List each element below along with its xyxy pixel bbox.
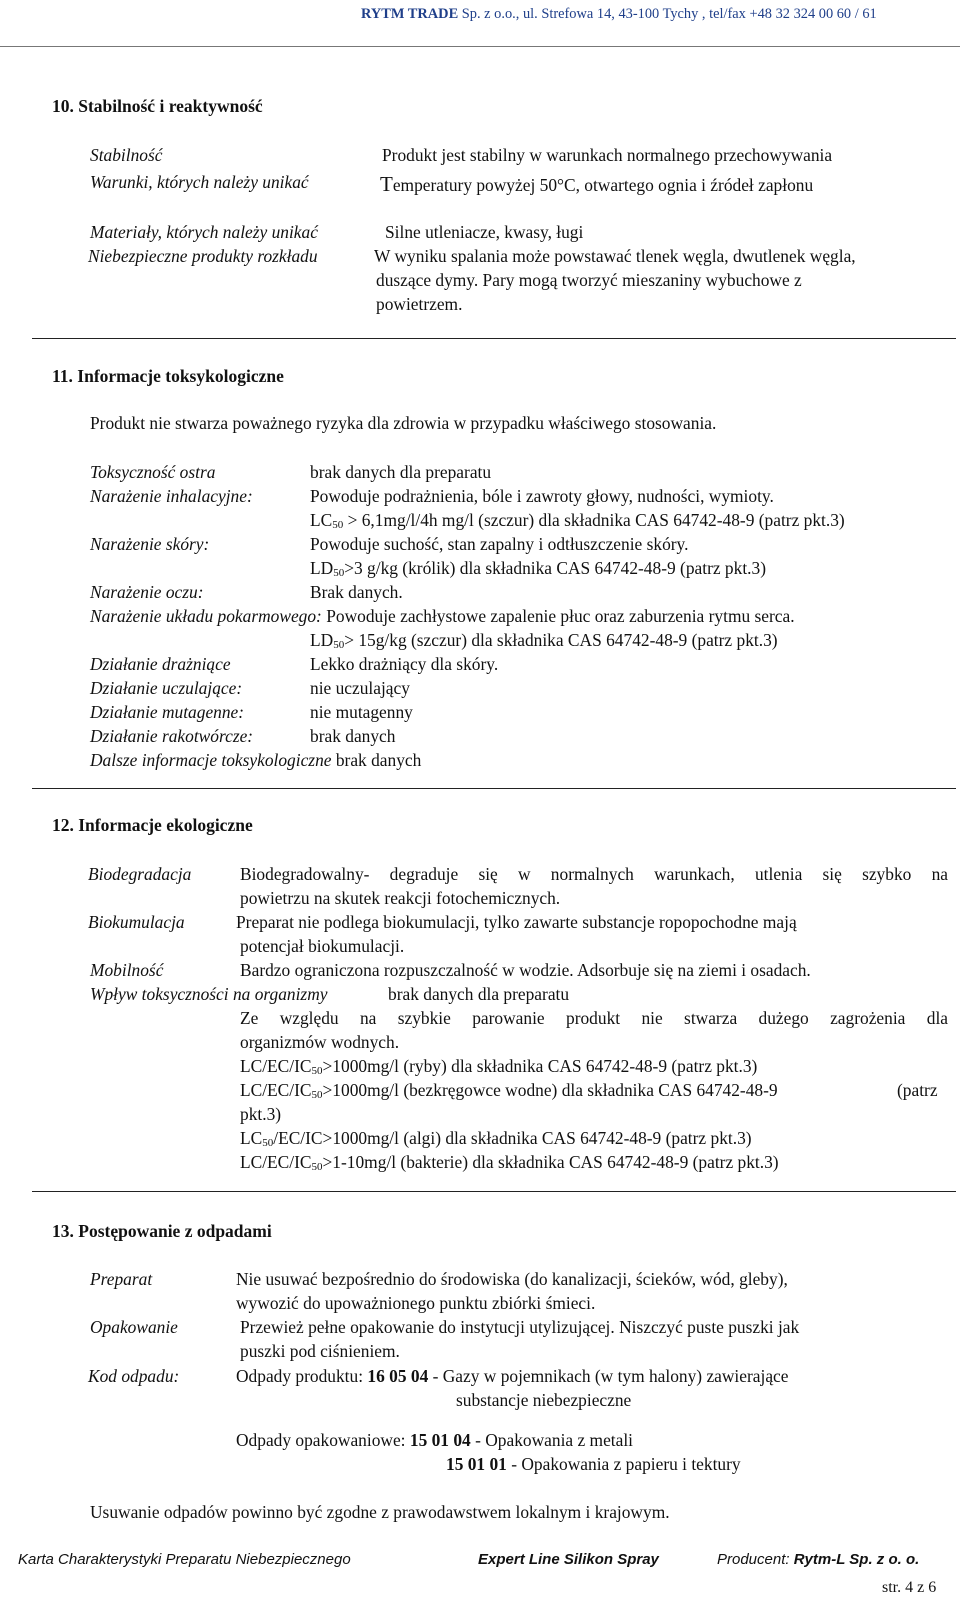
skin-label: Narażenie skóry: xyxy=(90,534,210,554)
header-company: RYTM TRADE xyxy=(361,6,459,22)
further-tox-label: Dalsze informacje toksykologiczne xyxy=(90,750,332,770)
preparation-label: Preparat xyxy=(90,1269,153,1289)
skin-ld50 xyxy=(310,558,766,579)
header-divider xyxy=(0,46,960,47)
sensitizing-value: nie uczulający xyxy=(310,678,410,698)
skin-value: Powoduje suchość, stan zapalny i odtłuszczenie skóry. xyxy=(310,534,689,554)
carcinogenic-label: Działanie rakotwórcze: xyxy=(90,726,254,746)
section-12-title: 12. Informacje ekologiczne xyxy=(52,815,253,835)
packaging-line-2: puszki pod ciśnieniem. xyxy=(240,1341,400,1361)
waste-disposal-note: Usuwanie odpadów powinno być zgodne z prawodawstwem lokalnym i krajowym. xyxy=(90,1502,670,1522)
footer-producer-label: Producent: xyxy=(717,1551,794,1568)
inhalation-value: Powoduje podrażnienia, bóle i zawroty głowy, nudności, wymioty. xyxy=(310,486,774,506)
toxicity-impact-value: brak danych dla preparatu xyxy=(388,984,570,1004)
bioaccumulation-label: Biokumulacja xyxy=(88,912,185,932)
tox-intro: Produkt nie stwarza poważnego ryzyka dla zdrowia w przypadku właściwego stosowania. xyxy=(90,413,717,433)
toxicity-impact-line-2: organizmów wodnych. xyxy=(240,1032,400,1052)
materialy-label: Materiały, których należy unikać xyxy=(90,222,318,242)
eco-lc50-bacteria-sub: 50 xyxy=(311,1161,323,1173)
section-divider xyxy=(32,1191,956,1192)
niebezpieczne-line-3: powietrzem. xyxy=(376,294,463,314)
warunki-label: Warunki, których należy unikać xyxy=(90,172,309,192)
waste-code-product-line-2: substancje niebezpieczne xyxy=(456,1390,632,1410)
section-10-title: 10. Stabilność i reaktywność xyxy=(52,96,263,116)
bioaccumulation-line-1: Preparat nie podlega biokumulacji, tylko zawarte substancje ropopochodne mają xyxy=(236,912,797,932)
waste-code-packaging-code: 15 01 04 xyxy=(409,1430,471,1450)
materialy-value: Silne utleniacze, kwasy, ługi xyxy=(385,222,584,242)
tox-label: Toksyczność ostra xyxy=(90,462,216,482)
waste-code-packaging-2-desc: - Opakowania z papieru i tektury xyxy=(506,1454,741,1474)
eye-value: Brak danych. xyxy=(310,582,403,602)
waste-code-packaging-label: Odpady opakowaniowe: xyxy=(236,1430,410,1450)
eco-lc50-invertebrates-ref-2: pkt.3) xyxy=(240,1104,282,1124)
header-address: Sp. z o.o., ul. Strefowa 14, 43-100 Tychy , tel/fax +48 32 324 00 60 / 61 xyxy=(461,6,877,22)
mobility-value: Bardzo ograniczona rozpuszczalność w wodzie. Adsorbuje się na ziemi i osadach. xyxy=(240,960,811,980)
niebezpieczne-line-1: W wyniku spalania może powstawać tlenek węgla, dwutlenek węgla, xyxy=(374,246,856,266)
eco-lc50-fish-text: >1000mg/l (ryby) dla składnika CAS 64742-48-9 (patrz pkt.3) xyxy=(322,1056,758,1076)
digestive-ld50-sub: 50 xyxy=(333,639,345,651)
biodegradation-label: Biodegradacja xyxy=(88,864,192,884)
waste-code-packaging-2-code: 15 01 01 xyxy=(446,1454,507,1474)
preparation-line-2: wywozić do upoważnionego punktu zbiórki śmieci. xyxy=(236,1293,596,1313)
digestive-ld50-prefix: LD xyxy=(310,630,334,650)
eco-lc50-invertebrates-text: >1000mg/l (bezkręgowce wodne) dla składnika CAS 64742-48-9 xyxy=(322,1080,778,1100)
toxicity-impact-label: Wpływ toksyczności na organizmy xyxy=(90,984,328,1004)
digestive-ld50 xyxy=(310,630,778,651)
section-divider xyxy=(32,788,956,789)
footer-document-title: Karta Charakterystyki Preparatu Niebezpiecznego xyxy=(18,1551,351,1568)
digestive-value: Powoduje zachłystowe zapalenie płuc oraz zaburzenia rytmu serca. xyxy=(321,606,795,626)
eco-lc50-algae xyxy=(240,1128,752,1149)
digestive-label: Narażenie układu pokarmowego: xyxy=(90,606,322,626)
eco-lc50-fish-sub: 50 xyxy=(311,1065,323,1077)
niebezpieczne-line-2: duszące dymy. Pary mogą tworzyć mieszaniny wybuchowe z xyxy=(376,270,802,290)
footer-product-name: Expert Line Silikon Spray xyxy=(478,1551,659,1568)
eco-lc50-fish-prefix: LC/EC/IC xyxy=(240,1056,312,1076)
warunki-value-rest: emperatury powyżej 50°C, otwartego ognia i źródeł zapłonu xyxy=(392,175,814,195)
eco-lc50-bacteria-text: >1-10mg/l (bakterie) dla składnika CAS 64742-48-9 (patrz pkt.3) xyxy=(322,1152,779,1172)
niebezpieczne-label: Niebezpieczne produkty rozkładu xyxy=(88,246,318,266)
waste-code-packaging-2 xyxy=(446,1454,741,1475)
toxicity-impact-line-1: Ze względu na szybkie parowanie produkt nie stwarza dużego zagrożenia dla xyxy=(240,1008,948,1028)
packaging-label: Opakowanie xyxy=(90,1317,178,1337)
digestive-row xyxy=(90,606,795,627)
waste-code-product xyxy=(236,1366,789,1387)
page-number: str. 4 z 6 xyxy=(882,1579,937,1596)
section-divider xyxy=(32,338,956,339)
eco-lc50-invertebrates-prefix: LC/EC/IC xyxy=(240,1080,312,1100)
skin-ld50-prefix: LD xyxy=(310,558,334,578)
further-tox-row xyxy=(90,750,421,771)
eye-label: Narażenie oczu: xyxy=(90,582,204,602)
footer-producer-name: Rytm-L Sp. z o. o. xyxy=(793,1551,920,1568)
inhalation-label: Narażenie inhalacyjne: xyxy=(90,486,253,506)
inhalation-lc50-sub: 50 xyxy=(332,519,344,531)
carcinogenic-value: brak danych xyxy=(310,726,396,746)
footer-producer xyxy=(717,1551,919,1569)
sensitizing-label: Działanie uczulające: xyxy=(90,678,243,698)
waste-code-packaging xyxy=(236,1430,633,1451)
eco-lc50-fish xyxy=(240,1056,757,1077)
packaging-line-1: Przewież pełne opakowanie do instytucji utylizującej. Niszczyć puste puszki jak xyxy=(240,1317,800,1337)
eco-lc50-invertebrates-sub: 50 xyxy=(311,1089,323,1101)
skin-ld50-text: >3 g/kg (królik) dla składnika CAS 64742-48-9 (patrz pkt.3) xyxy=(344,558,766,578)
eco-lc50-algae-text: /EC/IC>1000mg/l (algi) dla składnika CAS 64742-48-9 (patrz pkt.3) xyxy=(273,1128,752,1148)
waste-code-packaging-desc: - Opakowania z metali xyxy=(470,1430,633,1450)
irritant-label: Działanie drażniące xyxy=(90,654,231,674)
bioaccumulation-line-2: potencjał biokumulacji. xyxy=(240,936,405,956)
eco-lc50-bacteria xyxy=(240,1152,779,1173)
eco-lc50-algae-sub: 50 xyxy=(262,1137,274,1149)
tox-value: brak danych dla preparatu xyxy=(310,462,492,482)
warunki-value xyxy=(380,172,813,197)
inhalation-lc50-prefix: LC xyxy=(310,510,333,530)
mobility-label: Mobilność xyxy=(90,960,164,980)
further-tox-value: brak danych xyxy=(331,750,422,770)
biodegradation-line-1: Biodegradowalny- degraduje się w normalnych warunkach, utlenia się szybko na xyxy=(240,864,948,884)
stabilnosc-value: Produkt jest stabilny w warunkach normalnego przechowywania xyxy=(382,145,833,165)
digestive-ld50-text: > 15g/kg (szczur) dla składnika CAS 64742-48-9 (patrz pkt.3) xyxy=(344,630,778,650)
waste-code-product-desc: - Gazy w pojemnikach (w tym halony) zawierające xyxy=(428,1366,789,1386)
preparation-line-1: Nie usuwać bezpośrednio do środowiska (do kanalizacji, ścieków, wód, gleby), xyxy=(236,1269,788,1289)
section-11-title: 11. Informacje toksykologiczne xyxy=(52,366,284,386)
mutagenic-label: Działanie mutagenne: xyxy=(90,702,245,722)
eco-lc50-algae-prefix: LC xyxy=(240,1128,263,1148)
section-13-title: 13. Postępowanie z odpadami xyxy=(52,1221,272,1241)
waste-code-label: Kod odpadu: xyxy=(88,1366,180,1386)
mutagenic-value: nie mutagenny xyxy=(310,702,413,722)
page-header xyxy=(361,6,877,23)
waste-code-product-code: 16 05 04 xyxy=(367,1366,429,1386)
eco-lc50-invertebrates xyxy=(240,1080,778,1101)
irritant-value: Lekko drażniący dla skóry. xyxy=(310,654,499,674)
stabilnosc-label: Stabilność xyxy=(90,145,163,165)
inhalation-lc50 xyxy=(310,510,845,531)
skin-ld50-sub: 50 xyxy=(333,567,345,579)
waste-code-product-label: Odpady produktu: xyxy=(236,1366,368,1386)
biodegradation-line-2: powietrzu na skutek reakcji fotochemicznych. xyxy=(240,888,561,908)
eco-lc50-invertebrates-ref: (patrz xyxy=(897,1080,938,1100)
inhalation-lc50-text: > 6,1mg/l/4h mg/l (szczur) dla składnika CAS 64742-48-9 (patrz pkt.3) xyxy=(343,510,845,530)
eco-lc50-bacteria-prefix: LC/EC/IC xyxy=(240,1152,312,1172)
warunki-value-initial: T xyxy=(380,172,393,196)
